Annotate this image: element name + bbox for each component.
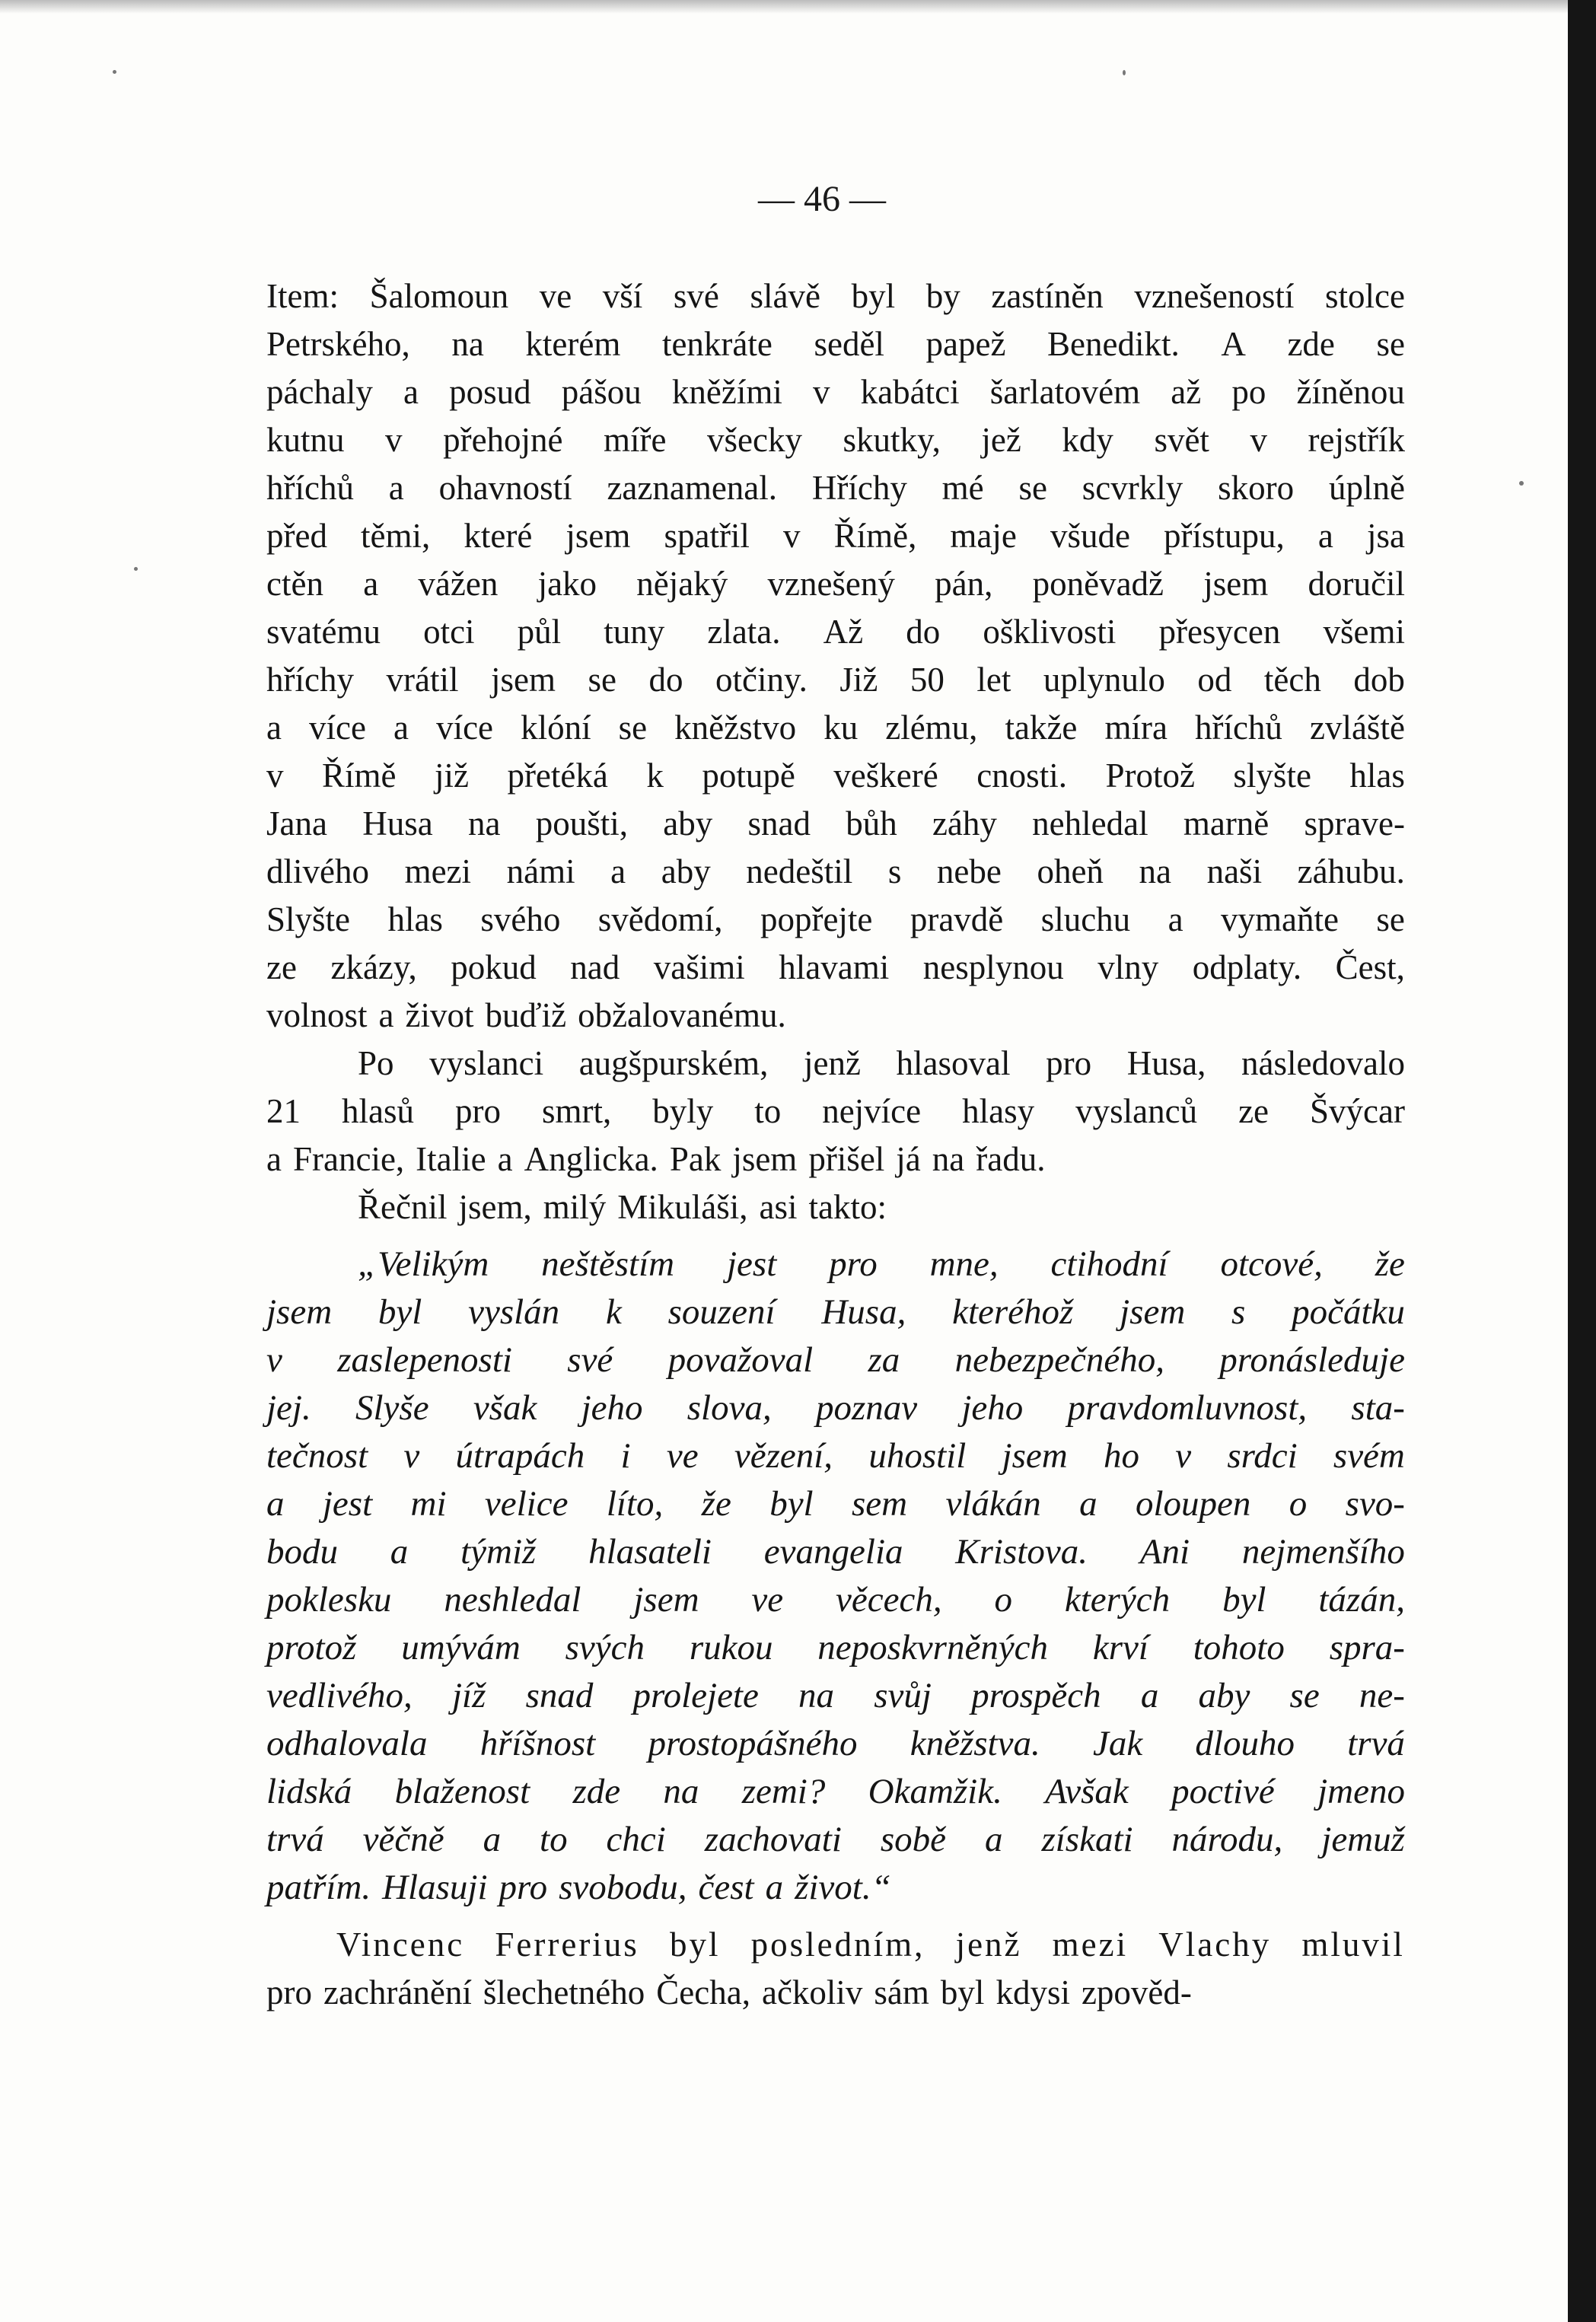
text-line: páchaly a posud pášou kněžími v kabátci šarlatovém až po žíněnou (266, 373, 1405, 411)
text-line: jej. Slyše však jeho slova, poznav jeho pravdomluvnost, sta- (266, 1388, 1405, 1428)
text-line: odhalovala hříšnost prostopášného kněžstva. Jak dlouho trvá (266, 1724, 1405, 1763)
text-line: bodu a týmiž hlasateli evangelia Kristova. Ani nejmenšího (266, 1532, 1405, 1572)
scan-speck (1123, 70, 1126, 75)
text-line: volnost a život buďiž obžalovanému. (266, 996, 786, 1034)
page-binding-edge (1568, 0, 1596, 2322)
text-line: tečnost v útrapách i ve vězení, uhostil jsem ho v srdci svém (266, 1436, 1405, 1476)
text-line: a Francie, Italie a Anglicka. Pak jsem přišel já na řadu. (266, 1140, 1046, 1178)
scan-speck (134, 567, 138, 571)
text-line: před těmi, které jsem spatřil v Římě, maje všude přístupu, a jsa (266, 517, 1405, 555)
text-line: hříchů a ohavností zaznamenal. Hříchy mé se scvrkly skoro úplně (266, 469, 1405, 507)
text-line: a jest mi velice líto, že byl sem vlákán a oloupen o svo- (266, 1484, 1405, 1524)
text-line: Řečnil jsem, milý Mikuláši, asi takto: (358, 1188, 887, 1226)
text-line: Vincenc Ferrerius byl posledním, jenž mezi Vlachy mluvil (336, 1925, 1405, 1964)
paragraph-gap (266, 1231, 1405, 1241)
text-line: hříchy vrátil jsem se do otčiny. Již 50 let uplynulo od těch dob (266, 661, 1405, 699)
scan-speck (113, 70, 116, 74)
text-line: patřím. Hlasuji pro svobodu, čest a život.“ (266, 1868, 891, 1907)
text-line: ze zkázy, pokud nad vašimi hlavami nesplynou vlny odplaty. Čest, (266, 948, 1405, 986)
text-line: poklesku neshledal jsem ve věcech, o kterých byl tázán, (266, 1580, 1405, 1620)
text-line: Po vyslanci augšpurském, jenž hlasoval pro Husa, následovalo (358, 1044, 1405, 1082)
text-line: ctěn a vážen jako nějaký vznešený pán, poněvadž jsem doručil (266, 565, 1405, 603)
text-line: „Velikým neštěstím jest pro mne, ctihodní otcové, že (358, 1244, 1405, 1284)
text-line: trvá věčně a to chci zachovati sobě a získati národu, jemuž (266, 1820, 1405, 1859)
text-line: Jana Husa na poušti, aby snad bůh záhy nehledal marně sprave- (266, 804, 1405, 842)
text-line: v zaslepenosti své považoval za nebezpečného, pronásleduje (266, 1340, 1405, 1380)
paragraph-gap (266, 1912, 1405, 1921)
text-line: Slyšte hlas svého svědomí, popřejte pravdě sluchu a vymaňte se (266, 900, 1405, 938)
body-text (266, 272, 1405, 2017)
text-line: svatému otci půl tuny zlata. Až do ošklivosti přesycen všemi (266, 613, 1405, 651)
text-line: jsem byl vyslán k souzení Husa, kteréhož jsem s počátku (266, 1292, 1405, 1332)
text-line: protož umývám svých rukou neposkvrněných krví tohoto spra- (266, 1628, 1405, 1667)
text-line: kutnu v přehojné míře všecky skutky, jež kdy svět v rejstřík (266, 421, 1405, 459)
text-line: a více a více klóní se kněžstvo ku zlému, takže míra hříchů zvláště (266, 709, 1405, 747)
page-top-shadow (0, 0, 1568, 14)
text-line: vedlivého, jíž snad prolejete na svůj prospěch a aby se ne- (266, 1676, 1405, 1715)
text-line: Item: Šalomoun ve vší své slávě byl by zastíněn vznešeností stolce (266, 277, 1405, 315)
text-line: lidská blaženost zde na zemi? Okamžik. Avšak poctivé jmeno (266, 1772, 1405, 1811)
text-line: v Římě již přetéká k potupě veškeré cnosti. Protož slyšte hlas (266, 756, 1405, 795)
text-line: pro zachránění šlechetného Čecha, ačkoliv sám byl kdysi zpověd- (266, 1973, 1192, 2011)
text-line: 21 hlasů pro smrt, byly to nejvíce hlasy vyslanců ze Švýcar (266, 1092, 1405, 1130)
text-line: dlivého mezi námi a aby nedeštil s nebe oheň na naši záhubu. (266, 852, 1405, 890)
scan-speck (1519, 481, 1524, 486)
text-line: Petrského, na kterém tenkráte seděl papež Benedikt. A zde se (266, 325, 1405, 363)
page-number: — 46 — (758, 179, 886, 219)
